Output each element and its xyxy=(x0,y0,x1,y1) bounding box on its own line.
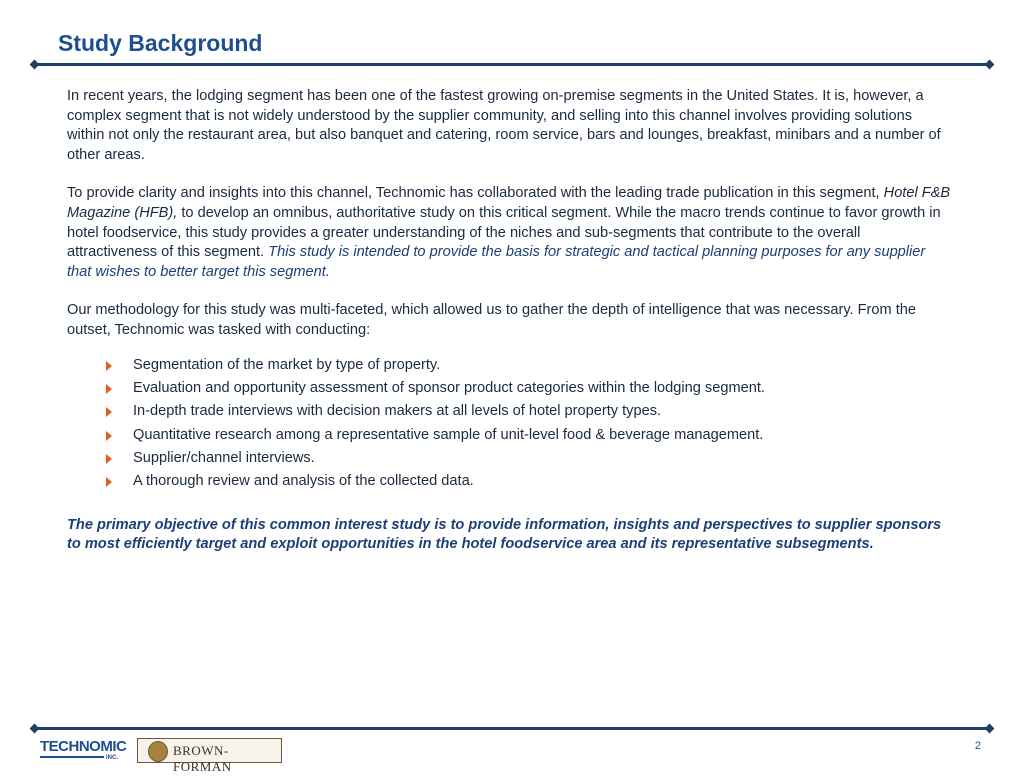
purpose-text-a: To provide clarity and insights into this channel, Technomic has collaborated with the leading trade publication in this segment, xyxy=(67,185,884,202)
purpose-highlight: This study is intended to provide the basis for strategic and tactical planning purposes for any supplier that wishes to better target this segment. xyxy=(67,244,926,280)
list-item-text: In-depth trade interviews with decision makers at all levels of hotel property types. xyxy=(133,403,662,420)
top-divider xyxy=(34,63,990,66)
brown-forman-logo xyxy=(137,738,282,774)
list-item-text: Supplier/channel interviews. xyxy=(133,450,315,467)
list-item xyxy=(106,426,952,449)
methodology-paragraph: Our methodology for this study was multi-faceted, which allowed us to gather the depth of intelligence that was necessary. From the outset, Technomic was tasked with conducting: xyxy=(67,302,917,338)
list-item xyxy=(106,402,952,425)
purpose-paragraph xyxy=(67,184,952,282)
technomic-logo-underline xyxy=(40,756,104,758)
technomic-logo-inc: INC. xyxy=(106,755,118,761)
list-item-text: A thorough review and analysis of the collected data. xyxy=(133,473,474,490)
slide-body xyxy=(67,87,952,555)
slide-title: Study Background xyxy=(58,30,263,56)
brown-forman-emblem-icon xyxy=(148,741,168,762)
purpose-text-b: to develop an omnibus, authoritative study on this critical segment. While the macro trends continue to favor growth in hotel foodservice, this study provides a greater understanding of the niches and sub-segments that contribute to the overall attractiveness of this segment. xyxy=(67,204,941,261)
bullet-arrow-icon xyxy=(106,407,112,417)
list-item xyxy=(106,472,952,495)
bottom-divider xyxy=(34,727,990,730)
list-item-text: Evaluation and opportunity assessment of sponsor product categories within the lodging segment. xyxy=(133,379,765,396)
technomic-logo xyxy=(40,737,127,765)
list-item xyxy=(106,449,952,472)
bullet-arrow-icon xyxy=(106,477,112,487)
page-number: 2 xyxy=(974,740,981,752)
magazine-name: Hotel F&B Magazine (HFB), xyxy=(67,185,951,221)
list-item-text: Segmentation of the market by type of property. xyxy=(133,356,441,373)
bullet-arrow-icon xyxy=(106,361,112,371)
objective-statement: The primary objective of this common interest study is to provide information, insights and perspectives to supplier sponsors to most efficiently target and exploit opportunities in the hotel foodservice area and its representative subsegments. xyxy=(67,516,942,553)
list-item xyxy=(106,379,952,402)
methodology-list xyxy=(67,356,952,496)
list-item xyxy=(106,356,952,379)
bullet-arrow-icon xyxy=(106,384,112,394)
intro-paragraph: In recent years, the lodging segment has been one of the fastest growing on-premise segments in the United States. It is, however, a complex segment that is not widely understood by the supplier community, and selling into this channel involves providing solutions within not only the restaurant area, but also banquet and catering, room service, bars and lounges, breakfast, minibars and a number of other areas. xyxy=(67,88,941,163)
technomic-logo-text: TECHNOMIC xyxy=(40,738,127,755)
brown-forman-logo-text: BROWN-FORMAN xyxy=(173,743,232,774)
list-item-text: Quantitative research among a representative sample of unit-level food & beverage management. xyxy=(133,426,764,443)
bullet-arrow-icon xyxy=(106,431,112,441)
bullet-arrow-icon xyxy=(106,454,112,464)
